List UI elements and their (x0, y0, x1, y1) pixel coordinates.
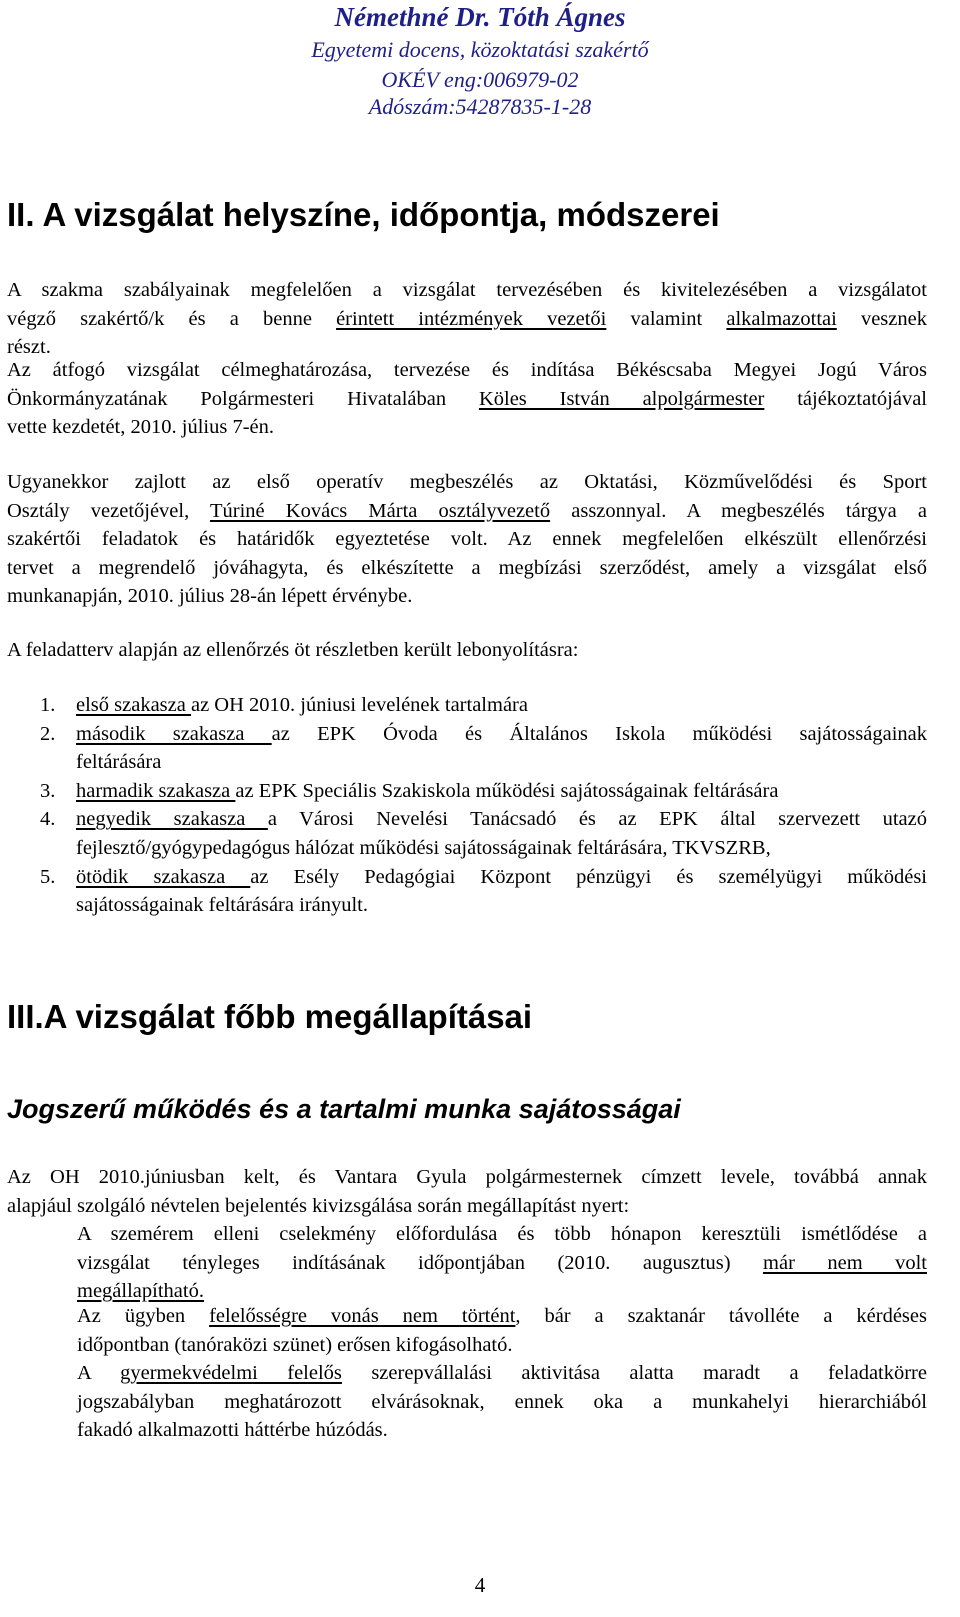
subsection-heading: Jogszerű működés és a tartalmi munka sajátosságai (7, 1094, 681, 1124)
list-item: 3. harmadik szakasza az EPK Speciális Szakiskola működési sajátosságainak feltárására (40, 779, 779, 802)
author-tax-number: Adószám:54287835-1-28 (368, 94, 592, 119)
page-number: 4 (474, 1573, 486, 1597)
paragraph-findings-intro: Az OH 2010.júniusban kelt, és Vantara Gyula polgármesternek címzett levele, továbbá annak alapjául szolgáló névtelen bejelentés kivizsgálása során megállapítást nyert: (7, 1166, 927, 1217)
paragraph-start: Az átfogó vizsgálat célmeghatározása, tervezése és indítása Békéscsaba Megyei Jogú Város Önkormányzatának Polgármesteri Hivatalában Köles István alpolgármester tájékoztatójával vette kezdetét, 2010. július 7-én. (7, 359, 927, 439)
list-item: 4. negyedik szakasza a Városi Nevelési Tanácsadó és az EPK által szervezett utazó fejlesztő/gyógypedagógus hálózat működési sajátosságainak feltárására, TKVSZRB, (40, 808, 927, 859)
paragraph-plan: A feladatterv alapján az ellenőrzés öt részletben került lebonyolításra: (7, 639, 579, 661)
section-heading-2: II. A vizsgálat helyszíne, időpontja, módszerei (7, 196, 720, 233)
list-item: 2. második szakasza az EPK Óvoda és Általános Iskola működési sajátosságainak feltárására (40, 722, 927, 774)
section-heading-3: III.A vizsgálat főbb megállapításai (7, 998, 533, 1035)
finding-3: A gyermekvédelmi felelős szerepvállalási aktivitása alatta maradt a feladatkörre jogszabályban meghatározott elvárásoknak, ennek oka a munkahelyi hierarchiából fakadó alkalmazotti háttérbe húzódás. (77, 1362, 927, 1442)
list-item: 5. ötödik szakasza az Esély Pedagógiai Központ pénzügyi és személyügyi működési sajátosságainak feltárására irányult. (40, 865, 927, 917)
finding-1: A szemérem elleni cselekmény előfordulása és több hónapon keresztüli ismétlődése a vizsgálat tényleges indításának időpontjában (2010. augusztus) már nem volt megállapítható. (77, 1223, 927, 1303)
finding-2: Az ügyben felelősségre vonás nem történt, bár a szaktanár távolléte a kérdéses időpontban (tanóraközi szünet) erősen kifogásolható. (77, 1305, 927, 1356)
list-item: 1. első szakasza az OH 2010. júniusi levelének tartalmára (40, 694, 528, 716)
phase-list (40, 691, 927, 920)
paragraph-participants: A szakma szabályainak megfelelően a vizsgálat tervezésében és kivitelezésében a vizsgálatot végző szakértő/k és a benne érintett intézmények vezetői valamint alkalmazottai vesznek részt. (7, 279, 927, 359)
author-title: Egyetemi docens, közoktatási szakértő (311, 37, 649, 62)
author-license: OKÉV eng:006979-02 (381, 67, 579, 92)
author-name: Némethné Dr. Tóth Ágnes (334, 2, 626, 32)
paragraph-meeting: Ugyanekkor zajlott az első operatív megbeszélés az Oktatási, Közművelődési és Sport Osztály vezetőjével, Túriné Kovács Márta osztályvezető asszonnyal. A megbeszélés tárgya a szakértői feladatok és határidők egyeztetése volt. Az ennek megfelelően elkészült ellenőrzési tervet a megrendelő jóváhagyta, és elkészítette a megbízási szerződést, amely a vizsgálat első munkanapján, 2010. július 28-án lépett érvénybe. (7, 471, 927, 608)
